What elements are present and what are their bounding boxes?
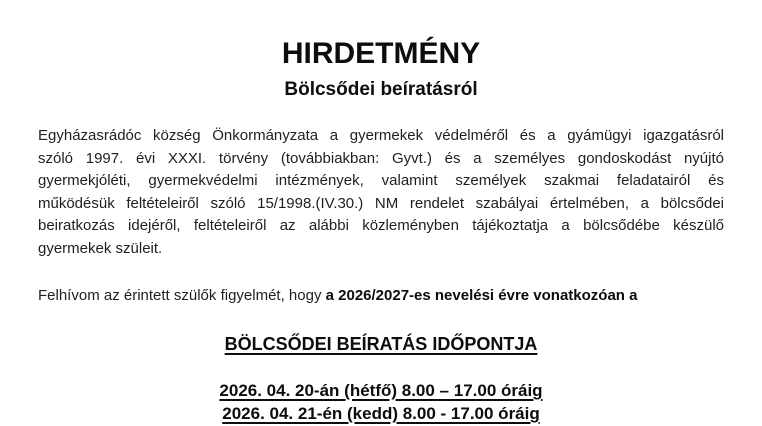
intro-line: működésük feltételeiről szóló 15/1998.(IV.30.) NM rendelet szabályai értelmében, a bölcsődei bbox=[38, 194, 724, 212]
intro-line: Egyházasrádóc község Önkormányzata a gyermekek védelméről és a gyámügyi igazgatásról bbox=[38, 127, 724, 144]
intro-line: gyermekek szüleit. bbox=[38, 239, 163, 257]
schedule-date-text: 2026. 04. 20-án (hétfő) 8.00 – 17.00 óráig bbox=[219, 381, 543, 400]
page-subtitle: Bölcsődei beíratásról bbox=[284, 79, 478, 100]
notice-normal-text: Felhívom az érintett szülők figyelmét, hogy bbox=[38, 287, 326, 304]
intro-line: beiratkozás idejéről, feltételeiről az alábbi közleményben tájékoztatja a bölcsődébe készülő bbox=[38, 217, 724, 234]
notice-bold-text: a 2026/2027-es nevelési évre vonatkozóan a bbox=[325, 287, 638, 304]
intro-paragraph bbox=[38, 125, 724, 260]
schedule-date bbox=[38, 402, 724, 425]
schedule-heading-text: BÖLCSŐDEI BEÍRATÁS IDŐPONTJA bbox=[224, 334, 538, 354]
intro-line: szóló 1997. évi XXXI. törvény (továbbiakban: Gyvt.) és a személyes gondoskodást nyújtó bbox=[38, 149, 724, 167]
notice-sentence bbox=[38, 285, 724, 307]
schedule-date bbox=[38, 379, 724, 402]
schedule-heading bbox=[38, 335, 724, 353]
schedule-date-text: 2026. 04. 21-én (kedd) 8.00 - 17.00 óráig bbox=[222, 404, 540, 423]
schedule-date-list bbox=[38, 379, 724, 425]
intro-line: gyermekjóléti, gyermekvédelmi intézmények, valamint személyek szakmai feladatairól és bbox=[38, 172, 724, 189]
page-title: HIRDETMÉNY bbox=[281, 37, 481, 70]
